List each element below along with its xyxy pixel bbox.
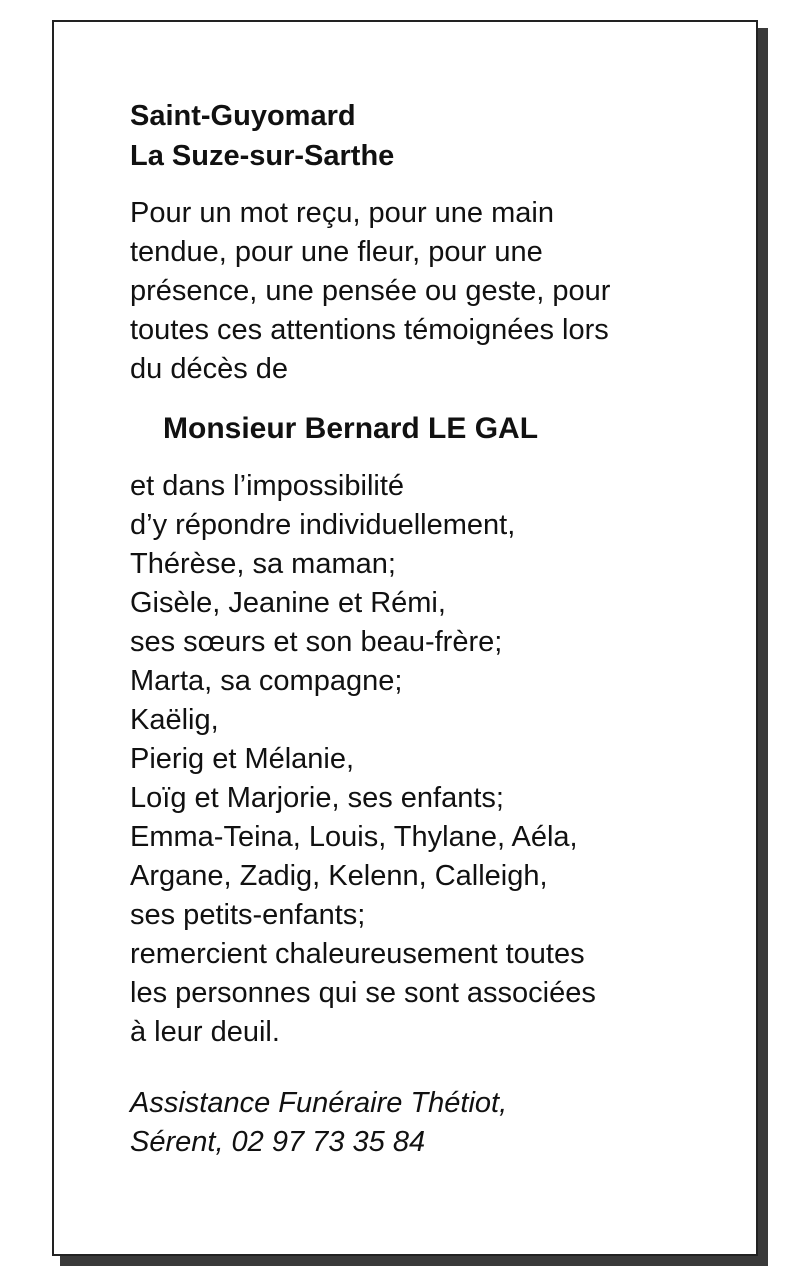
message-line: d’y répondre individuellement, [130,509,516,541]
deceased-name: Monsieur Bernard LE GAL [163,412,539,445]
message-line: à leur deuil. [130,1016,280,1048]
message-line: ses sœurs et son beau-frère; [130,626,503,658]
message-line: et dans l’impossibilité [130,470,405,502]
intro-paragraph [130,194,730,389]
intro-line: toutes ces attentions témoignées lors [130,314,609,346]
notice-content [130,96,730,1162]
locality-2: La Suze-sur-Sarthe [130,140,395,172]
message-paragraph [130,467,730,1052]
intro-line: présence, une pensée ou geste, pour [130,275,611,307]
intro-line: Pour un mot reçu, pour une main [130,197,554,229]
message-line: Thérèse, sa maman; [130,548,396,580]
funeral-home-signature [130,1084,730,1162]
intro-line: tendue, pour une fleur, pour une [130,236,543,268]
message-line: Argane, Zadig, Kelenn, Calleigh, [130,860,548,892]
message-line: ses petits-enfants; [130,899,366,931]
message-line: Gisèle, Jeanine et Rémi, [130,587,446,619]
message-line: Kaëlig, [130,704,219,736]
message-line: Emma-Teina, Louis, Thylane, Aéla, [130,821,578,853]
message-line: Pierig et Mélanie, [130,743,355,775]
message-line: Loïg et Marjorie, ses enfants; [130,782,504,814]
intro-line: du décès de [130,353,289,385]
message-line: remercient chaleureusement toutes [130,938,585,970]
message-line: les personnes qui se sont associées [130,977,596,1009]
locality-1: Saint-Guyomard [130,100,356,132]
notice-card [52,20,758,1256]
message-line: Marta, sa compagne; [130,665,403,697]
signature-line-2: Sérent, 02 97 73 35 84 [130,1126,426,1158]
signature-line-1: Assistance Funéraire Thétiot, [130,1087,508,1119]
